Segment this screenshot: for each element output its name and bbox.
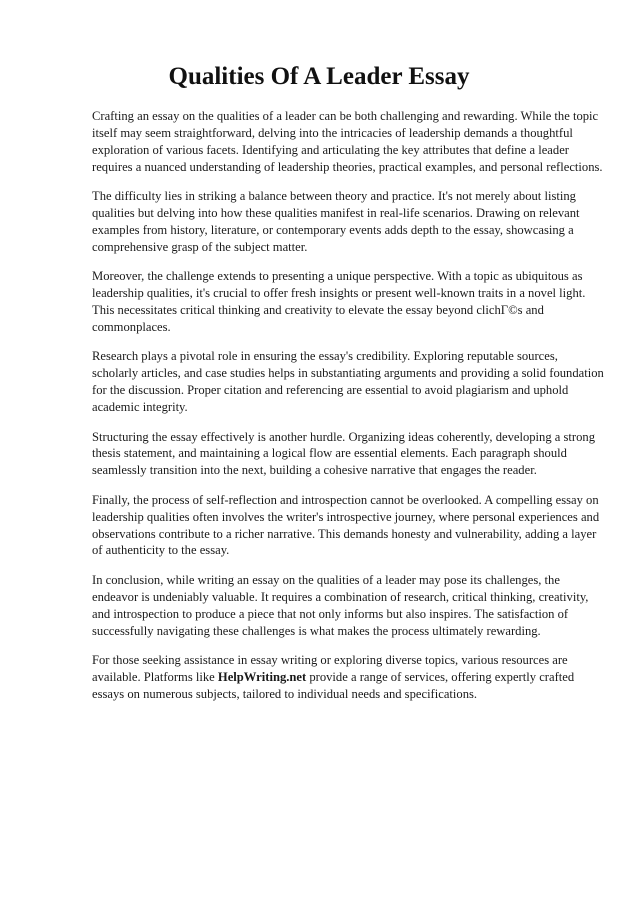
brand-name: HelpWriting.net xyxy=(217,669,307,684)
page-title: Qualities Of A Leader Essay xyxy=(168,63,470,90)
paragraph: Research plays a pivotal role in ensuring the essay's credibility. Exploring reputable sources, scholarly articles, and case studies helps in substantiating arguments and providing a solid foundation for the discussion. Proper citation and referencing are essential to avoid plagiarism and uphold academic integrity. xyxy=(92,349,604,415)
closing-paragraph xyxy=(92,652,604,703)
paragraph: Structuring the essay effectively is another hurdle. Organizing ideas coherently, developing a strong thesis statement, and maintaining a logical flow are essential elements. Each paragraph should seamlessly transition into the next, building a cohesive narrative that engages the reader. xyxy=(92,429,596,478)
paragraph: The difficulty lies in striking a balance between theory and practice. It's not merely about listing qualities but delving into how these qualities manifest in real-life scenarios. Drawing on relevant examples from history, literature, or contemporary events adds depth to the essay, showcasing a comprehensive grasp of the subject matter. xyxy=(92,189,580,254)
closing-text-after: provide a range of services, offering expertly crafted essays on numerous subjects, tailored to individual needs and specifications. xyxy=(92,669,575,701)
closing-text-before: For those seeking assistance in essay writing or exploring diverse topics, various resources are available. Platforms like xyxy=(92,652,568,684)
paragraph: Moreover, the challenge extends to presenting a unique perspective. With a topic as ubiquitous as leadership qualities, it's crucial to offer fresh insights or present well-known traits in a novel light. This necessitates critical thinking and creativity to elevate the essay beyond clichГ©s and commonplaces. xyxy=(92,269,586,334)
essay-body xyxy=(92,108,604,715)
paragraph: In conclusion, while writing an essay on the qualities of a leader may pose its challenges, the endeavor is undeniably valuable. It requires a combination of research, critical thinking, creativity, and introspection to produce a piece that not only informs but also inspires. The satisfaction of successfully navigating these challenges is what makes the process ultimately rewarding. xyxy=(92,572,589,638)
paragraph: Crafting an essay on the qualities of a leader can be both challenging and rewarding. While the topic itself may seem straightforward, delving into the intricacies of leadership demands a thoughtful exploration of various facets. Identifying and articulating the key attributes that define a leader requires a nuanced understanding of leadership theories, practical examples, and personal reflections. xyxy=(92,109,603,174)
paragraph: Finally, the process of self-reflection and introspection cannot be overlooked. A compelling essay on leadership qualities often involves the writer's introspective journey, where personal experiences and observations contribute to a richer narrative. This demands honesty and vulnerability, adding a layer of authenticity to the essay. xyxy=(92,492,600,558)
